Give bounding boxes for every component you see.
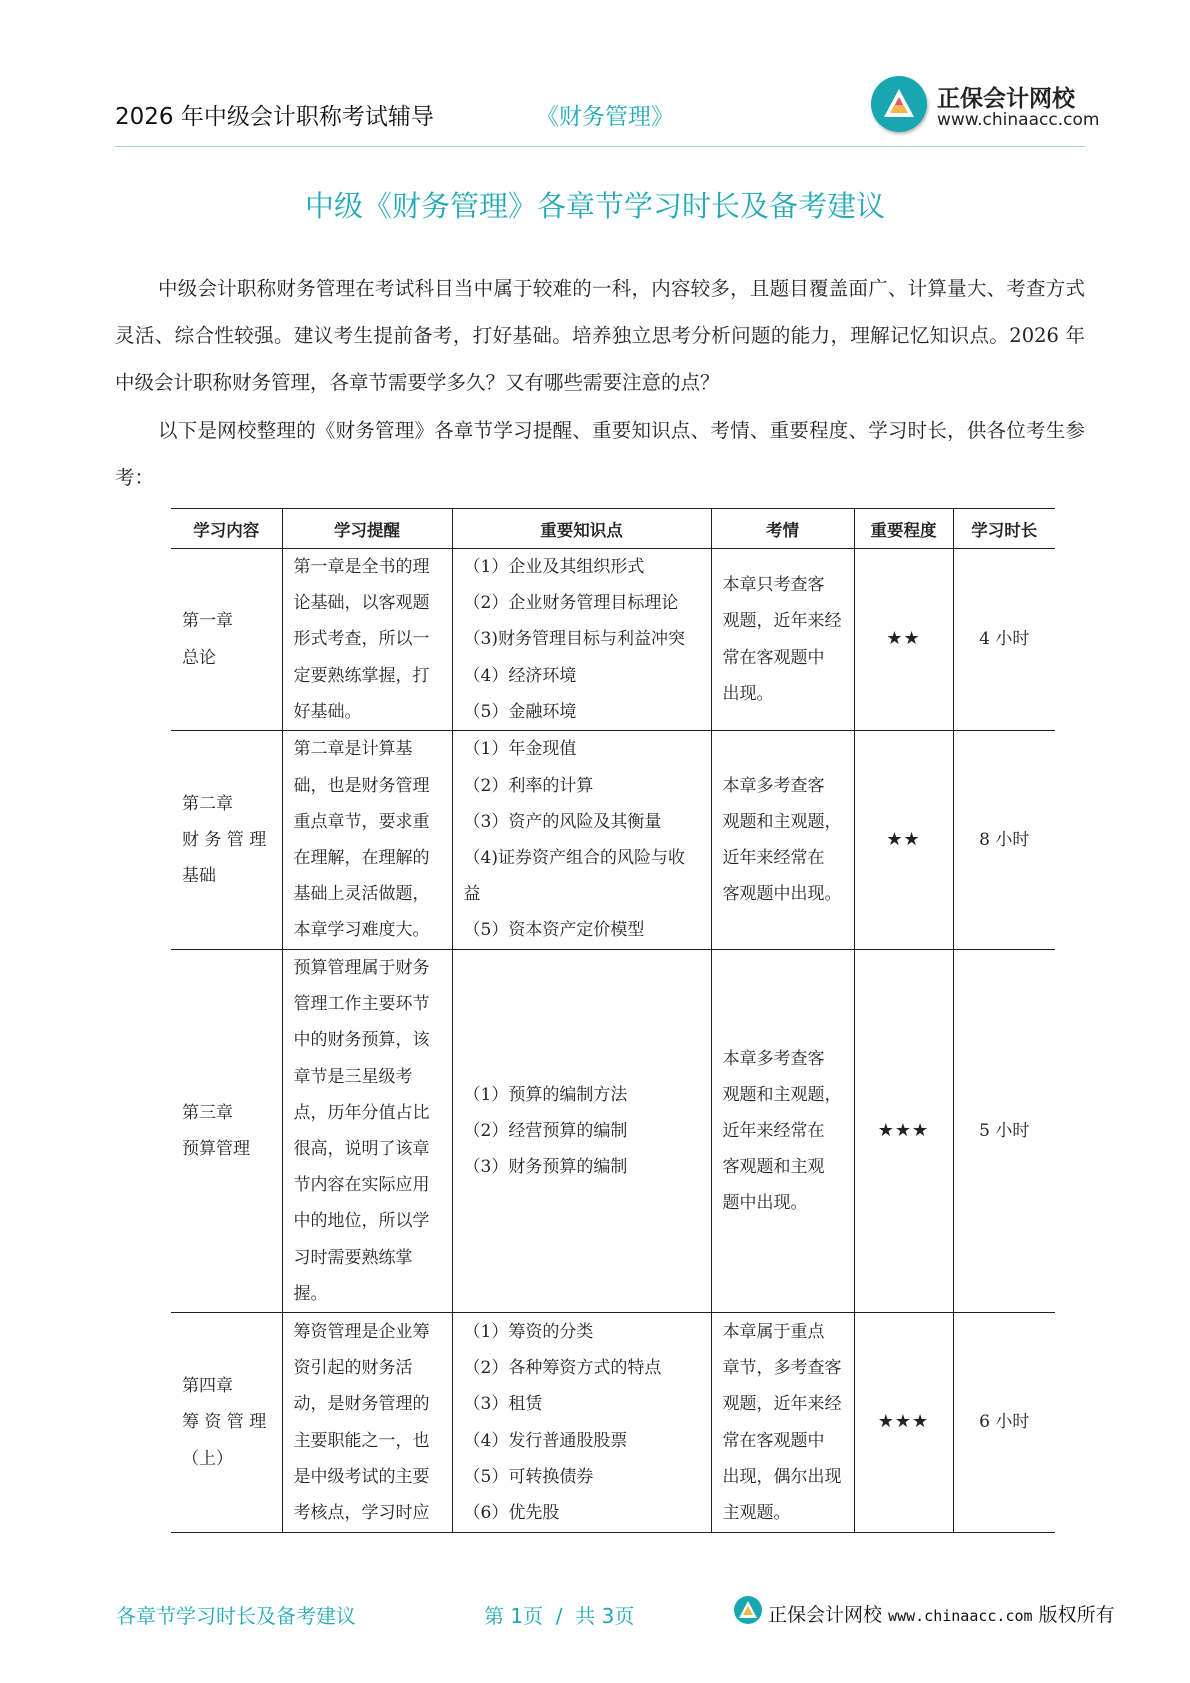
exam-trend-cell-line: 本章属于重点 <box>722 1321 825 1342</box>
key-points-cell-line: （6）优先股 <box>463 1502 560 1523</box>
table-row <box>171 731 1055 950</box>
reminder-cell-line: 定要熟练掌握，打 <box>293 665 430 686</box>
key-points-cell-line: （1）企业及其组织形式 <box>463 557 645 577</box>
header-subject: 《财务管理》 <box>536 104 674 130</box>
chapter-cell-line: 筹 资 管 理 <box>182 1412 267 1433</box>
key-points-cell-line: （4)证券资产组合的风险与收 <box>463 848 685 869</box>
exam-trend-cell-line: 观题，近年来经 <box>722 611 842 632</box>
reminder-cell-line: 第二章是计算基 <box>293 739 413 760</box>
reminder-cell-line: 很高，说明了该章 <box>293 1139 430 1160</box>
chapter-cell-line: 第二章 <box>182 793 233 814</box>
reminder-cell-line: 点，历年分值占比 <box>293 1102 430 1123</box>
chapter-cell-line: 第四章 <box>182 1376 233 1397</box>
chinaacc-logo-icon <box>871 76 927 132</box>
key-points-cell <box>452 549 711 731</box>
importance-stars: ★★ <box>854 549 953 731</box>
table-row <box>171 1313 1055 1533</box>
column-header: 学习时长 <box>953 509 1055 549</box>
reminder-cell-line: 形式考查，所以一 <box>293 629 430 650</box>
footer-logo-icon <box>734 1596 762 1624</box>
exam-trend-cell <box>711 1313 854 1533</box>
reminder-cell-line: 论基础，以客观题 <box>293 593 430 614</box>
key-points-cell-line: （1）筹资的分类 <box>463 1321 594 1342</box>
reminder-cell-line: 础，也是财务管理 <box>293 775 430 796</box>
key-points-cell-line: （4）发行普通股股票 <box>463 1430 628 1451</box>
exam-trend-cell-line: 观题和主观题， <box>722 811 842 832</box>
exam-trend-cell-line: 观题，近年来经 <box>722 1394 842 1415</box>
chapter-cell-line: （上） <box>182 1448 233 1469</box>
key-points-cell <box>452 1313 711 1533</box>
reminder-cell-line: 章节是三星级考 <box>293 1066 413 1087</box>
chapter-cell-line: 基础 <box>182 866 216 887</box>
reminder-cell-line: 在理解，在理解的 <box>293 848 430 869</box>
table-row <box>171 549 1055 731</box>
exam-trend-cell-line: 客观题和主观 <box>722 1157 825 1178</box>
logo-brand-name: 正保会计网校 <box>937 86 1075 112</box>
reminder-cell-line: 好基础。 <box>293 701 362 722</box>
page-title: 中级《财务管理》各章节学习时长及备考建议 <box>304 189 885 223</box>
reminder-cell-line: 第一章是全书的理 <box>293 557 430 577</box>
chapter-study-table <box>171 508 1055 1533</box>
key-points-cell-line: （2）经营预算的编制 <box>463 1120 628 1141</box>
exam-trend-cell-line: 近年来经常在 <box>722 1120 825 1141</box>
column-header: 考情 <box>711 509 854 549</box>
key-points-cell-line: （2）利率的计算 <box>463 775 594 796</box>
exam-trend-cell-line: 主观题。 <box>722 1502 791 1523</box>
logo-url: www.chinaacc.com <box>937 110 1100 130</box>
study-duration: 4 小时 <box>953 549 1055 731</box>
reminder-cell-line: 节内容在实际应用 <box>293 1175 430 1196</box>
study-duration: 6 小时 <box>953 1313 1055 1533</box>
importance-stars: ★★★ <box>854 1313 953 1533</box>
reminder-cell <box>282 549 452 731</box>
reminder-cell-line: 动，是财务管理的 <box>293 1394 430 1415</box>
importance-stars: ★★★ <box>854 950 953 1313</box>
chapter-cell-line: 第三章 <box>182 1102 233 1123</box>
reminder-cell-line: 考核点，学习时应 <box>293 1502 430 1523</box>
key-points-cell-line: 益 <box>463 884 481 905</box>
exam-trend-cell-line: 题中出现。 <box>722 1193 808 1214</box>
key-points-cell <box>452 731 711 950</box>
intro-paragraph: 以下是网校整理的《财务管理》各章节学习提醒、重要知识点、考情、重要程度、学习时长，供各位考生参考： <box>115 419 1085 489</box>
importance-stars: ★★ <box>854 731 953 950</box>
exam-trend-cell <box>711 950 854 1313</box>
exam-trend-cell <box>711 731 854 950</box>
study-duration: 5 小时 <box>953 950 1055 1313</box>
column-header: 重要知识点 <box>452 509 711 549</box>
table-header-row <box>171 509 1055 549</box>
key-points-cell-line: （1）预算的编制方法 <box>463 1084 628 1105</box>
reminder-cell-line: 重点章节，要求重 <box>293 811 430 832</box>
key-points-cell-line: （1）年金现值 <box>463 739 577 760</box>
reminder-cell-line: 筹资管理是企业筹 <box>293 1321 430 1342</box>
chapter-cell <box>171 549 282 731</box>
exam-trend-cell <box>711 549 854 731</box>
footer-copyright <box>768 1600 1115 1627</box>
intro-paragraph: 中级会计职称财务管理在考试科目当中属于较难的一科，内容较多，且题目覆盖面广、计算量大、考查方式灵活、综合性较强。建议考生提前备考，打好基础。培养独立思考分析问题的能力，理解记忆知识点。2026 年中级会计职称财务管理，各章节需要学多久？又有哪些需要注意的点？ <box>115 277 1085 394</box>
reminder-cell-line: 基础上灵活做题， <box>293 884 430 905</box>
key-points-cell-line: （4）经济环境 <box>463 665 577 686</box>
column-header: 重要程度 <box>854 509 953 549</box>
exam-trend-cell-line: 常在客观题中 <box>722 1430 825 1451</box>
chapter-cell-line: 预算管理 <box>182 1139 250 1160</box>
footer-doc-title: 各章节学习时长及备考建议 <box>116 1604 356 1628</box>
table-row <box>171 950 1055 1313</box>
column-header: 学习提醒 <box>282 509 452 549</box>
exam-trend-cell-line: 常在客观题中 <box>722 647 825 668</box>
reminder-cell <box>282 1313 452 1533</box>
key-points-cell-line: （3)财务管理目标与利益冲突 <box>463 629 685 650</box>
key-points-cell-line: （5）可转换债券 <box>463 1466 594 1487</box>
reminder-cell-line: 资引起的财务活 <box>293 1358 413 1379</box>
reminder-cell-line: 本章学习难度大。 <box>293 920 430 941</box>
reminder-cell <box>282 950 452 1313</box>
key-points-cell-line: （3）资产的风险及其衡量 <box>463 811 662 832</box>
chapter-cell <box>171 731 282 950</box>
reminder-cell-line: 习时需要熟练掌 <box>293 1247 413 1268</box>
reminder-cell <box>282 731 452 950</box>
key-points-cell-line: （5）金融环境 <box>463 701 577 722</box>
reminder-cell-line: 中的地位，所以学 <box>293 1211 430 1232</box>
column-header: 学习内容 <box>171 509 282 549</box>
chapter-cell-line: 第一章 <box>182 611 233 632</box>
exam-trend-cell-line: 观题和主观题， <box>722 1084 842 1105</box>
header-doc-title: 2026 年中级会计职称考试辅导 <box>115 104 434 130</box>
exam-trend-cell-line: 客观题中出现。 <box>722 884 842 905</box>
reminder-cell-line: 主要职能之一，也 <box>293 1430 430 1451</box>
chapter-cell <box>171 950 282 1313</box>
reminder-cell-line: 管理工作主要环节 <box>293 994 430 1015</box>
reminder-cell-line: 中的财务预算，该 <box>293 1030 430 1051</box>
exam-trend-cell-line: 本章只考查客 <box>722 575 825 596</box>
reminder-cell-line: 是中级考试的主要 <box>293 1466 430 1487</box>
exam-trend-cell-line: 出现，偶尔出现 <box>722 1466 842 1487</box>
exam-trend-cell-line: 出现。 <box>722 683 774 704</box>
chapter-cell-line: 总论 <box>182 647 216 668</box>
chapter-cell-line: 财 务 管 理 <box>182 829 267 850</box>
key-points-cell <box>452 950 711 1313</box>
header-divider <box>115 146 1085 147</box>
reminder-cell-line: 预算管理属于财务 <box>293 958 430 979</box>
footer-brand: 正保会计网校 <box>768 1604 883 1626</box>
exam-trend-cell-line: 本章多考查客 <box>722 1048 825 1069</box>
key-points-cell-line: （5）资本资产定价模型 <box>463 920 645 941</box>
reminder-cell-line: 握。 <box>293 1283 328 1304</box>
exam-trend-cell-line: 章节，多考查客 <box>722 1358 842 1379</box>
key-points-cell-line: （2）企业财务管理目标理论 <box>463 593 679 614</box>
footer-rights: 版权所有 <box>1038 1604 1115 1626</box>
key-points-cell-line: （2）各种筹资方式的特点 <box>463 1358 662 1379</box>
chapter-cell <box>171 1313 282 1533</box>
footer-url: www.chinaacc.com <box>888 1607 1033 1625</box>
exam-trend-cell-line: 本章多考查客 <box>722 775 825 796</box>
key-points-cell-line: （3）财务预算的编制 <box>463 1157 628 1178</box>
page-indicator: 第 1页 / 共 3页 <box>484 1604 635 1628</box>
study-duration: 8 小时 <box>953 731 1055 950</box>
key-points-cell-line: （3）租赁 <box>463 1394 543 1415</box>
exam-trend-cell-line: 近年来经常在 <box>722 848 825 869</box>
